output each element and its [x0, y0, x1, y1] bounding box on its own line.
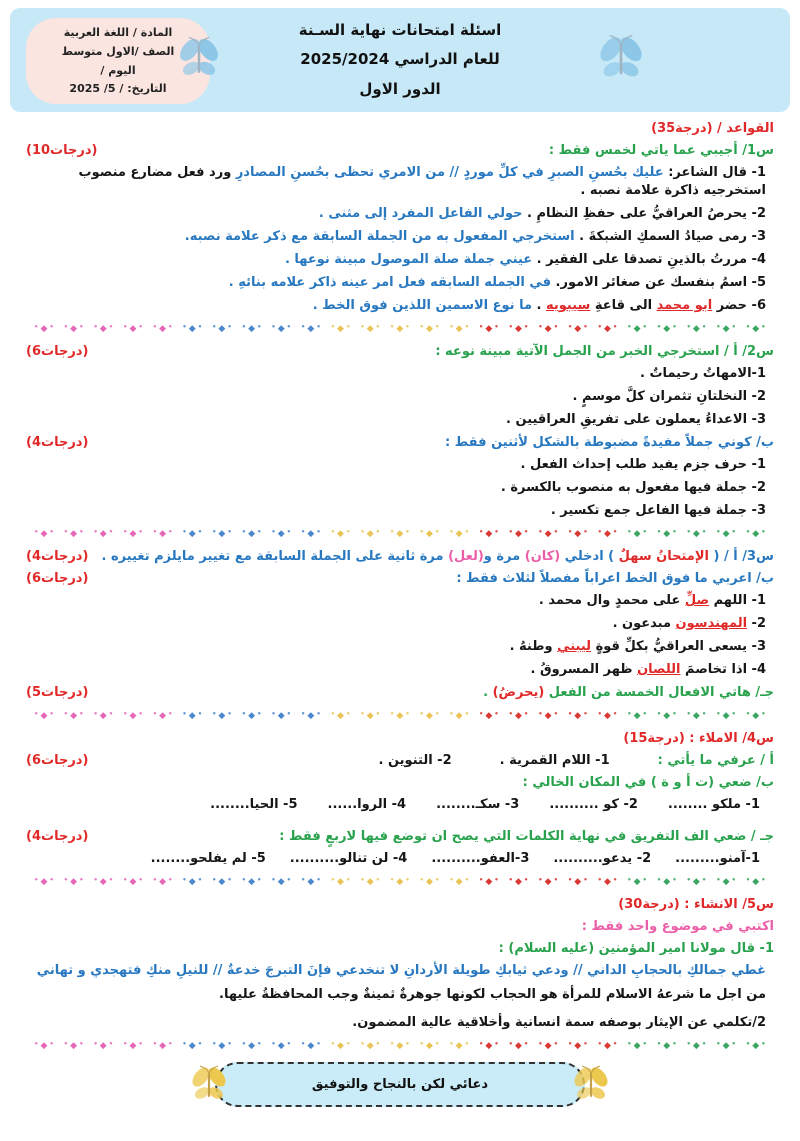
divider-diamond: • ◆ • [210, 1038, 234, 1052]
divider-diamond: • ◆ • [62, 526, 86, 540]
text-segment: صلِّ [684, 593, 710, 608]
divider-diamond: • ◆ • [240, 708, 264, 722]
divider-diamond: • ◆ • [388, 1038, 412, 1052]
divider-diamond: • ◆ • [566, 526, 590, 540]
divider-diamond: • ◆ • [625, 1038, 649, 1052]
divider-diamond: • ◆ • [210, 874, 234, 888]
q2a-item: 2- النخلتانِ تثمران كلَّ موسمٍ . [572, 389, 766, 404]
date-line: التاريخ: / 5/ 2025 [69, 82, 167, 96]
divider-diamond: • ◆ • [684, 321, 708, 335]
text-segment: استخرجي المفعول به من الجملة السابقة مع ذكر علامة نصبه. [184, 229, 575, 244]
divider-diamond: • ◆ • [477, 874, 501, 888]
divider-diamond: • ◆ • [655, 708, 679, 722]
inshaa-topic1-note: من اجل ما شرعهُ الاسلام للمرأة هو الحجاب لكونها جوهرةٌ ثمينةٌ وجب المحافظةُ عليها. [219, 987, 766, 1002]
divider-diamond: • ◆ • [684, 874, 708, 888]
q2b-item: 1- حرف جزم يفيد طلب إحداث الفعل . [520, 457, 766, 472]
text-segment: مرة و [483, 549, 525, 564]
divider-diamond: • ◆ • [151, 874, 175, 888]
butterfly-icon [176, 30, 222, 86]
divider-diamond: • ◆ • [62, 874, 86, 888]
blank-item: 2- كو .......... [549, 797, 638, 812]
divider-diamond: • ◆ • [62, 708, 86, 722]
q3b-marks: (درجات6) [26, 571, 89, 586]
text-segment: . [532, 298, 547, 313]
divider-diamond: • ◆ • [299, 321, 323, 335]
divider-diamond: • ◆ • [477, 321, 501, 335]
text-segment: 4- اذا تخاصمَ [680, 662, 766, 677]
divider-diamond: • ◆ • [744, 321, 768, 335]
divider-diamond: • ◆ • [655, 1038, 679, 1052]
divider-diamond: • ◆ • [477, 1038, 501, 1052]
divider-diamond: • ◆ • [240, 321, 264, 335]
divider-diamond: • ◆ • [744, 1038, 768, 1052]
q2b-item: 3- جملة فيها الفاعل جمع تكسير . [550, 503, 766, 518]
header-banner [10, 8, 790, 112]
subject-line: المادة / اللغة العربية [63, 26, 173, 40]
text-segment: في الجمله السابقه فعل امر عينه ذاكر علامه بنائهِ . [228, 275, 551, 290]
text-segment: س3/ أ / ( [709, 549, 774, 564]
text-segment: 1- قال الشاعر: [663, 165, 766, 180]
divider-diamond: • ◆ • [507, 526, 531, 540]
text-segment: الإمتحانُ سهلٌ [618, 549, 709, 564]
section-divider [32, 874, 768, 888]
divider-diamond: • ◆ • [625, 321, 649, 335]
divider-diamond: • ◆ • [418, 708, 442, 722]
divider-diamond: • ◆ • [329, 708, 353, 722]
text-segment: اللصان [637, 662, 681, 677]
divider-diamond: • ◆ • [625, 708, 649, 722]
q3b-item [26, 592, 766, 610]
blank-item: 2- يدعو.......... [553, 851, 652, 866]
divider-diamond: • ◆ • [447, 321, 471, 335]
divider-diamond: • ◆ • [507, 1038, 531, 1052]
q3b-item [26, 615, 766, 633]
divider-diamond: • ◆ • [180, 874, 204, 888]
inshaa-section-title: س5/ الانشاء : (درجة30) [618, 897, 774, 912]
divider-diamond: • ◆ • [210, 526, 234, 540]
divider-diamond: • ◆ • [625, 526, 649, 540]
divider-diamond: • ◆ • [536, 526, 560, 540]
divider-diamond: • ◆ • [536, 1038, 560, 1052]
divider-diamond: • ◆ • [566, 708, 590, 722]
text-segment: على محمدٍ وال محمد . [538, 593, 685, 608]
blank-item: 3-العفو.......... [431, 851, 530, 866]
imlaa-a-marks: (درجات6) [26, 753, 89, 768]
section-divider [32, 526, 768, 540]
divider-diamond: • ◆ • [32, 321, 56, 335]
butterfly-icon [189, 1060, 229, 1108]
divider-diamond: • ◆ • [536, 321, 560, 335]
blank-item: 5- الحيا........ [210, 797, 298, 812]
day-line: اليوم / [100, 63, 136, 77]
blank-item: 1- ملكو ........ [667, 797, 760, 812]
text-segment: (يحرضُ) [492, 685, 545, 700]
divider-diamond: • ◆ • [536, 708, 560, 722]
q1-item [26, 164, 766, 200]
text-segment: عيني جملة صلة الموصول مبينة نوعها . [284, 252, 533, 267]
text-segment: . [483, 685, 493, 700]
blank-item: 1-آمنو......... [675, 851, 760, 866]
divider-diamond: • ◆ • [507, 708, 531, 722]
text-segment: ابو محمد [656, 298, 713, 313]
imlaa-a-heading: أ / عرفي ما يأتي : [657, 753, 774, 768]
divider-diamond: • ◆ • [32, 526, 56, 540]
text-segment: وطنهُ . [509, 639, 558, 654]
divider-diamond: • ◆ • [744, 708, 768, 722]
divider-diamond: • ◆ • [91, 526, 115, 540]
divider-diamond: • ◆ • [210, 708, 234, 722]
divider-diamond: • ◆ • [151, 321, 175, 335]
text-segment: (كان) [524, 549, 561, 564]
text-segment: 4- مررتُ بالذينِ تصدقا على الفقير . [532, 252, 766, 267]
divider-diamond: • ◆ • [358, 708, 382, 722]
divider-diamond: • ◆ • [744, 526, 768, 540]
inshaa-subtitle: اكتبي في موضوع واحد فقط : [581, 919, 774, 934]
divider-diamond: • ◆ • [655, 874, 679, 888]
divider-diamond: • ◆ • [595, 321, 619, 335]
divider-diamond: • ◆ • [299, 708, 323, 722]
divider-diamond: • ◆ • [269, 321, 293, 335]
divider-diamond: • ◆ • [358, 1038, 382, 1052]
divider-diamond: • ◆ • [744, 874, 768, 888]
divider-diamond: • ◆ • [714, 708, 738, 722]
text-segment: 2- [747, 616, 766, 631]
divider-diamond: • ◆ • [447, 708, 471, 722]
divider-diamond: • ◆ • [240, 526, 264, 540]
inshaa-topic2: 2/تكلمي عن الإيثار بوصفه سمة انسانية وأخلاقية عالية المضمون. [352, 1015, 766, 1030]
title-line-3: الدور الاول [359, 79, 441, 98]
divider-diamond: • ◆ • [536, 874, 560, 888]
divider-diamond: • ◆ • [269, 874, 293, 888]
divider-diamond: • ◆ • [714, 1038, 738, 1052]
imlaa-a-item: 2- التنوين . [378, 753, 452, 768]
grammar-section-title: القواعد / (درجة35) [651, 121, 774, 136]
divider-diamond: • ◆ • [566, 1038, 590, 1052]
divider-diamond: • ◆ • [388, 526, 412, 540]
text-segment: 1- اللهم [709, 593, 766, 608]
q2a-item: 1-الامهاتُ رحيماتٌ . [640, 366, 766, 381]
title-line-2: للعام الدراسي 2025/2024 [300, 50, 500, 69]
text-segment: سيبويه [546, 298, 591, 313]
divider-diamond: • ◆ • [240, 1038, 264, 1052]
divider-diamond: • ◆ • [684, 526, 708, 540]
text-segment: جـ/ هاتي الافعال الخمسة من الفعل [544, 685, 774, 700]
divider-diamond: • ◆ • [477, 708, 501, 722]
divider-diamond: • ◆ • [507, 321, 531, 335]
divider-diamond: • ◆ • [32, 1038, 56, 1052]
divider-diamond: • ◆ • [684, 1038, 708, 1052]
divider-diamond: • ◆ • [121, 321, 145, 335]
divider-diamond: • ◆ • [240, 874, 264, 888]
imlaa-c-marks: (درجات4) [26, 829, 89, 844]
text-segment: ورد فعل مضارع منصوب استخرجيه ذاكرة علامة نصبه . [78, 165, 766, 198]
section-divider [32, 708, 768, 722]
divider-diamond: • ◆ • [418, 1038, 442, 1052]
divider-diamond: • ◆ • [595, 874, 619, 888]
q3a-marks: (درجات4) [26, 549, 89, 564]
q1-heading: س1/ أجيبي عما ياتي لخمس فقط : [548, 143, 774, 158]
divider-diamond: • ◆ • [180, 526, 204, 540]
q1-item [26, 205, 766, 223]
text-segment: 6- حضر [712, 298, 766, 313]
text-segment: 2- يحرصُ العراقيُّ على حفظِ النظامِ . [522, 206, 766, 221]
class-line: الصف /الاول متوسط [61, 44, 175, 58]
divider-diamond: • ◆ • [91, 1038, 115, 1052]
divider-diamond: • ◆ • [358, 321, 382, 335]
section-divider [32, 321, 768, 335]
imlaa-b-blanks [26, 796, 774, 814]
q3c-marks: (درجات5) [26, 685, 89, 700]
divider-diamond: • ◆ • [210, 321, 234, 335]
divider-diamond: • ◆ • [447, 874, 471, 888]
divider-diamond: • ◆ • [655, 321, 679, 335]
blank-item: 5- لم يفلحو........ [150, 851, 266, 866]
q1-item [26, 274, 766, 292]
divider-diamond: • ◆ • [477, 526, 501, 540]
text-segment: ظهر المسروقُ . [530, 662, 638, 677]
divider-diamond: • ◆ • [180, 1038, 204, 1052]
divider-diamond: • ◆ • [329, 1038, 353, 1052]
q2a-heading: س2/ أ / استخرجي الخبر من الجمل الآتية مبينة نوعه : [435, 344, 774, 359]
imlaa-b-heading: ب/ ضعي (ت أ و ة ) في المكان الخالي : [522, 775, 774, 790]
q3b-heading: ب/ اعربي ما فوق الخط اعراباً مفصلاً لثلاث فقط : [456, 571, 774, 586]
success-wish-pill: دعائي لكن بالنجاح والتوفيق [215, 1062, 585, 1107]
section-divider [32, 1038, 768, 1052]
q1-item [26, 297, 766, 315]
divider-diamond: • ◆ • [151, 708, 175, 722]
q3b-item [26, 661, 766, 679]
divider-diamond: • ◆ • [418, 874, 442, 888]
divider-diamond: • ◆ • [329, 874, 353, 888]
inshaa-topic1-intro: 1- قال مولانا امير المؤمنين (عليه السلام) : [498, 941, 774, 956]
divider-diamond: • ◆ • [299, 874, 323, 888]
imlaa-c-heading: جـ / ضعي الف التفريق في نهاية الكلمات التي يصح ان توضع فيها لاربعٍ فقط : [279, 829, 774, 844]
text-segment: ما نوع الاسمين اللذين فوق الخط . [312, 298, 533, 313]
divider-diamond: • ◆ • [91, 874, 115, 888]
divider-diamond: • ◆ • [595, 1038, 619, 1052]
imlaa-c-blanks [26, 850, 774, 868]
blank-item: 4- لن تنالو.......... [289, 851, 408, 866]
divider-diamond: • ◆ • [329, 321, 353, 335]
divider-diamond: • ◆ • [62, 1038, 86, 1052]
text-segment: ) ادخلي [560, 549, 619, 564]
divider-diamond: • ◆ • [714, 321, 738, 335]
q1-item [26, 251, 766, 269]
text-segment: حولي الفاعل المفرد إلى مثنى . [318, 206, 523, 221]
divider-diamond: • ◆ • [595, 708, 619, 722]
divider-diamond: • ◆ • [329, 526, 353, 540]
divider-diamond: • ◆ • [299, 1038, 323, 1052]
q1-item [26, 228, 766, 246]
divider-diamond: • ◆ • [566, 874, 590, 888]
divider-diamond: • ◆ • [388, 874, 412, 888]
divider-diamond: • ◆ • [121, 708, 145, 722]
inshaa-poetry: غطي جمالكِ بالحجابِ الداني // ودعي ثيابكِ طويلة الأردانِ لا تنخدعي فإنَ التبرجَ خدعةٌ // للنيلِ منكِ فتهجدي و تهاني [36, 963, 766, 978]
divider-diamond: • ◆ • [418, 526, 442, 540]
exam-body [0, 112, 800, 1052]
q2b-marks: (درجات4) [26, 435, 89, 450]
divider-diamond: • ◆ • [32, 708, 56, 722]
text-segment: 3- يسعى العراقيُّ بكلِّ قوةٍ [591, 639, 766, 654]
divider-diamond: • ◆ • [299, 526, 323, 540]
divider-diamond: • ◆ • [447, 526, 471, 540]
text-segment: المهندسون [675, 616, 748, 631]
text-segment: الى قاعةِ [590, 298, 657, 313]
divider-diamond: • ◆ • [388, 708, 412, 722]
divider-diamond: • ◆ • [269, 526, 293, 540]
divider-diamond: • ◆ • [121, 874, 145, 888]
q3b-item [26, 638, 766, 656]
text-segment: (لعل) [448, 549, 484, 564]
title-line-1: اسئلة امتحانات نهاية السـنة [298, 21, 502, 39]
divider-diamond: • ◆ • [91, 321, 115, 335]
divider-diamond: • ◆ • [625, 874, 649, 888]
divider-diamond: • ◆ • [121, 1038, 145, 1052]
q1-marks: (درجات10) [26, 143, 98, 158]
divider-diamond: • ◆ • [566, 321, 590, 335]
divider-diamond: • ◆ • [32, 874, 56, 888]
divider-diamond: • ◆ • [595, 526, 619, 540]
divider-diamond: • ◆ • [714, 874, 738, 888]
footer [0, 1060, 800, 1108]
q2b-heading: ب/ كوني جملاً مفيدةً مضبوطة بالشكل لأثنين فقط : [445, 435, 774, 450]
text-segment: 3- رمى صيادُ السمكِ الشبكةَ . [574, 229, 766, 244]
divider-diamond: • ◆ • [180, 708, 204, 722]
q2a-marks: (درجات6) [26, 344, 89, 359]
divider-diamond: • ◆ • [151, 1038, 175, 1052]
divider-diamond: • ◆ • [269, 1038, 293, 1052]
divider-diamond: • ◆ • [121, 526, 145, 540]
divider-diamond: • ◆ • [358, 526, 382, 540]
q3c-heading [483, 684, 774, 702]
text-segment: ليبني [557, 639, 592, 654]
text-segment: 5- اسمُ بنفسك عن صغائر الامور. [551, 275, 766, 290]
divider-diamond: • ◆ • [507, 874, 531, 888]
exam-paper [0, 8, 800, 1141]
divider-diamond: • ◆ • [62, 321, 86, 335]
text-segment: مبدعون . [612, 616, 676, 631]
divider-diamond: • ◆ • [180, 321, 204, 335]
q2a-item: 3- الاعداءُ يعملون على تفريقِ العراقيين . [506, 412, 766, 427]
text-segment: مرة ثانية على الجملة السابقة مع تغيير مايلزم تغييره . [101, 549, 449, 564]
imlaa-section-title: س4/ الاملاء : (درجة15) [623, 731, 774, 746]
divider-diamond: • ◆ • [418, 321, 442, 335]
divider-diamond: • ◆ • [684, 708, 708, 722]
divider-diamond: • ◆ • [269, 708, 293, 722]
exam-title [235, 16, 565, 104]
divider-diamond: • ◆ • [358, 874, 382, 888]
q2b-item: 2- جملة فيها مفعول به منصوب بالكسرة . [500, 480, 766, 495]
blank-item: 4- الروا...... [327, 797, 407, 812]
divider-diamond: • ◆ • [447, 1038, 471, 1052]
divider-diamond: • ◆ • [714, 526, 738, 540]
imlaa-a-item: 1- اللام القمرية . [499, 753, 610, 768]
butterfly-icon [571, 1060, 611, 1108]
divider-diamond: • ◆ • [91, 708, 115, 722]
blank-item: 3- سكـ........ [436, 797, 520, 812]
divider-diamond: • ◆ • [655, 526, 679, 540]
divider-diamond: • ◆ • [151, 526, 175, 540]
divider-diamond: • ◆ • [388, 321, 412, 335]
q3a-heading [102, 548, 774, 566]
text-segment: عليك بحُسنِ الصبرِ في كلِّ موردٍ // من الامري تحظى بحُسنِ المصادرِ [231, 165, 664, 180]
butterfly-icon [596, 28, 646, 88]
